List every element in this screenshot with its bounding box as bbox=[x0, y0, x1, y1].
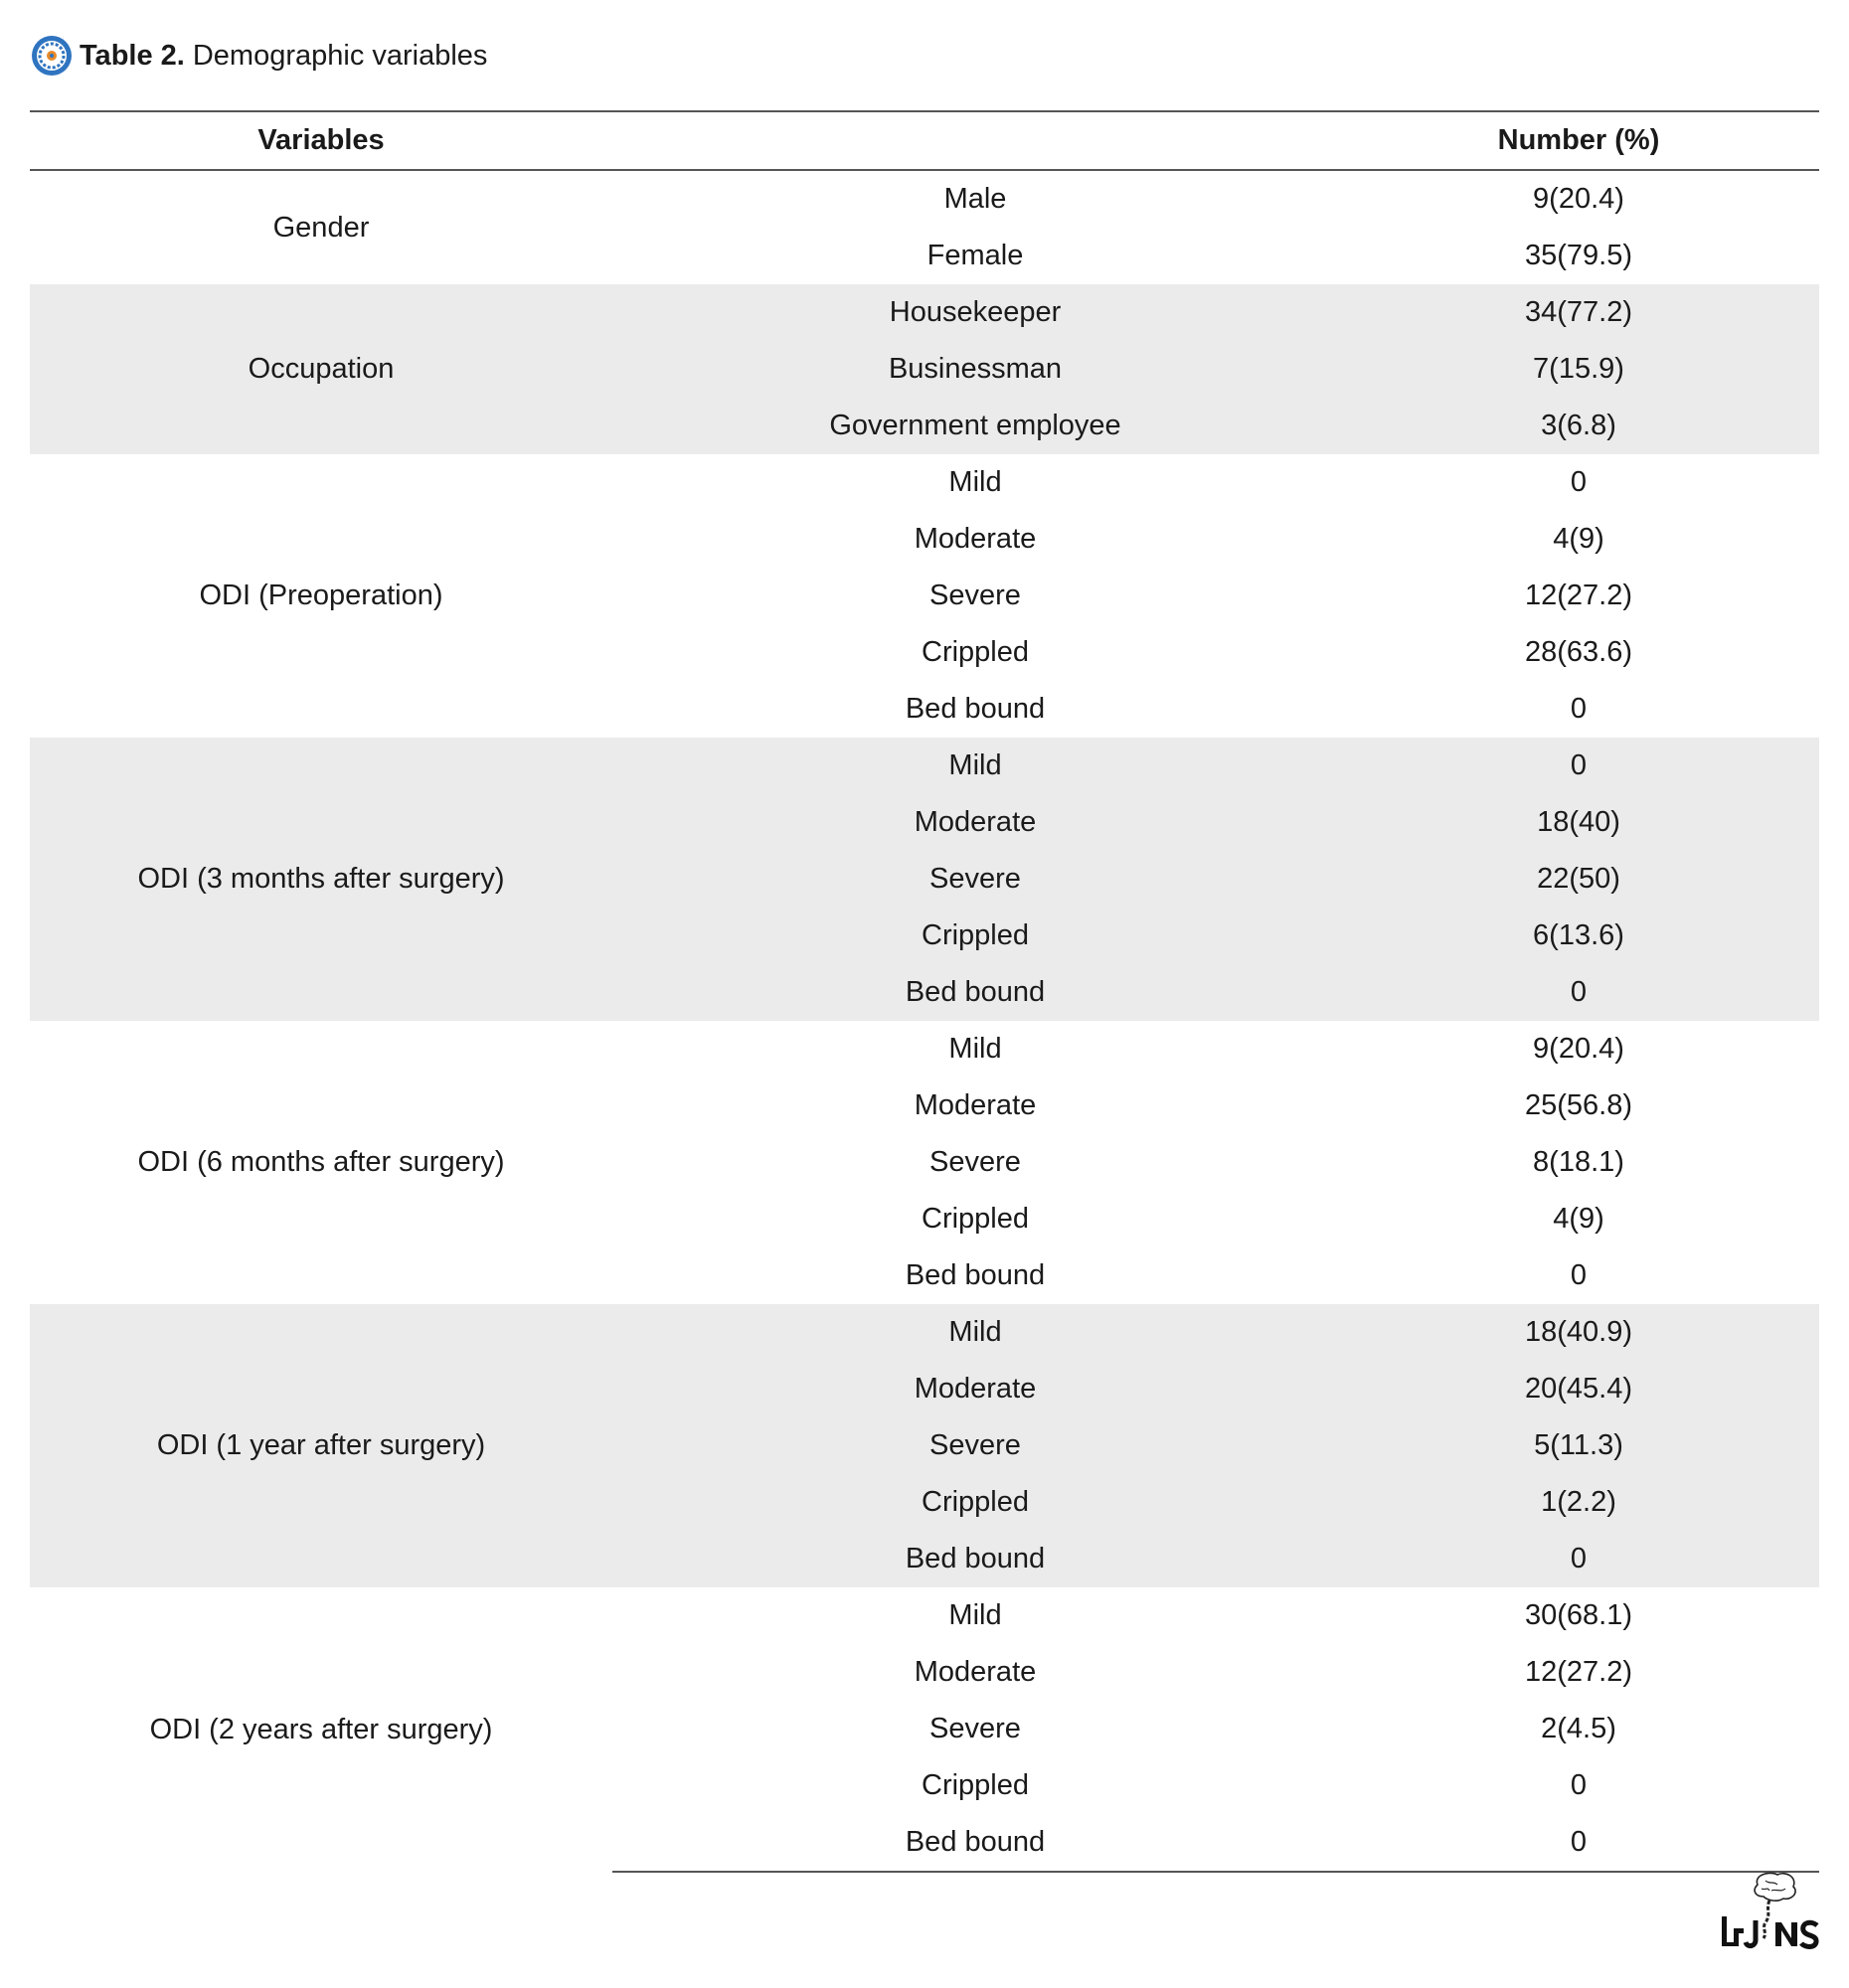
table-badge-icon bbox=[30, 34, 74, 78]
value-cell: 9(20.4) bbox=[1533, 1033, 1624, 1065]
category-cell: Housekeeper bbox=[612, 284, 1338, 341]
table-row bbox=[30, 1587, 1819, 1644]
value-cell: 9(20.4) bbox=[1533, 183, 1624, 215]
value-cell: 25(56.8) bbox=[1524, 1089, 1632, 1121]
category-cell: Crippled bbox=[612, 908, 1338, 964]
variable-cell: ODI (6 months after surgery) bbox=[137, 1146, 505, 1178]
category-cell: Severe bbox=[612, 1417, 1338, 1474]
value-cell: 0 bbox=[1338, 1531, 1819, 1587]
value-cell: 5(11.3) bbox=[1338, 1417, 1819, 1474]
table-caption bbox=[30, 34, 487, 78]
header-variables: Variables bbox=[30, 111, 612, 170]
category-cell: Female bbox=[926, 240, 1024, 271]
category-cell: Mild bbox=[612, 1304, 1338, 1361]
value-cell: 7(15.9) bbox=[1338, 341, 1819, 398]
table-row bbox=[30, 284, 1819, 341]
category-cell: Male bbox=[943, 183, 1007, 215]
category-cell: Mild bbox=[948, 1033, 1002, 1065]
variable-cell: ODI (1 year after surgery) bbox=[30, 1304, 612, 1587]
category-cell: Bed bound bbox=[905, 1259, 1046, 1291]
value-cell: 0 bbox=[1570, 693, 1588, 725]
table-row bbox=[30, 738, 1819, 794]
value-cell: 12(27.2) bbox=[1524, 580, 1632, 611]
category-cell: Businessman bbox=[612, 341, 1338, 398]
value-cell: 3(6.8) bbox=[1338, 398, 1819, 454]
header-number: Number (%) bbox=[1338, 111, 1819, 170]
variable-cell: ODI (Preoperation) bbox=[199, 580, 443, 611]
value-cell: 28(63.6) bbox=[1524, 636, 1632, 668]
category-cell: Moderate bbox=[612, 1361, 1338, 1417]
category-cell: Crippled bbox=[922, 636, 1029, 668]
variable-cell: Occupation bbox=[30, 284, 612, 454]
demographic-table bbox=[30, 110, 1819, 1873]
category-cell: Bed bound bbox=[905, 693, 1046, 725]
category-cell: Mild bbox=[948, 1599, 1002, 1631]
value-cell: 0 bbox=[1338, 964, 1819, 1021]
value-cell: 18(40) bbox=[1338, 794, 1819, 851]
value-cell: 8(18.1) bbox=[1533, 1146, 1624, 1178]
variable-cell: ODI (3 months after surgery) bbox=[30, 738, 612, 1021]
category-cell: Crippled bbox=[922, 1769, 1029, 1801]
category-cell: Moderate bbox=[914, 523, 1037, 555]
table-row bbox=[30, 1304, 1819, 1361]
value-cell: 0 bbox=[1338, 738, 1819, 794]
category-cell: Severe bbox=[929, 580, 1021, 611]
table-row bbox=[30, 454, 1819, 511]
value-cell: 30(68.1) bbox=[1524, 1599, 1632, 1631]
category-cell: Bed bound bbox=[612, 964, 1338, 1021]
category-cell: Moderate bbox=[914, 1089, 1037, 1121]
category-cell: Crippled bbox=[922, 1203, 1029, 1235]
value-cell: 6(13.6) bbox=[1338, 908, 1819, 964]
variable-cell: ODI (2 years after surgery) bbox=[149, 1713, 493, 1745]
journal-logo bbox=[1720, 1871, 1819, 1950]
category-cell: Severe bbox=[929, 1713, 1021, 1744]
value-cell: 18(40.9) bbox=[1338, 1304, 1819, 1361]
category-cell: Mild bbox=[948, 466, 1002, 498]
category-cell: Crippled bbox=[612, 1474, 1338, 1531]
header-row bbox=[30, 111, 1819, 170]
value-cell: 4(9) bbox=[1553, 1203, 1604, 1235]
value-cell: 22(50) bbox=[1338, 851, 1819, 908]
caption-label: Table 2. bbox=[80, 39, 185, 72]
value-cell: 35(79.5) bbox=[1524, 240, 1632, 271]
value-cell: 0 bbox=[1570, 1259, 1588, 1291]
value-cell: 0 bbox=[1338, 1814, 1819, 1872]
value-cell: 34(77.2) bbox=[1338, 284, 1819, 341]
category-cell: Severe bbox=[929, 1146, 1021, 1178]
category-cell: Bed bound bbox=[612, 1531, 1338, 1587]
category-cell: Mild bbox=[612, 738, 1338, 794]
category-cell: Moderate bbox=[612, 794, 1338, 851]
value-cell: 1(2.2) bbox=[1338, 1474, 1819, 1531]
value-cell: 12(27.2) bbox=[1524, 1656, 1632, 1688]
value-cell: 0 bbox=[1570, 466, 1588, 498]
header-category bbox=[612, 111, 1338, 170]
table-row bbox=[30, 170, 1819, 228]
value-cell: 4(9) bbox=[1553, 523, 1604, 555]
category-cell: Moderate bbox=[914, 1656, 1037, 1688]
table-row bbox=[30, 1021, 1819, 1077]
caption-text: Demographic variables bbox=[192, 39, 488, 72]
category-cell: Government employee bbox=[612, 398, 1338, 454]
variable-cell: Gender bbox=[272, 211, 370, 244]
category-cell: Bed bound bbox=[612, 1814, 1338, 1872]
value-cell: 20(45.4) bbox=[1338, 1361, 1819, 1417]
value-cell: 0 bbox=[1570, 1769, 1588, 1801]
category-cell: Severe bbox=[612, 851, 1338, 908]
value-cell: 2(4.5) bbox=[1541, 1713, 1616, 1744]
